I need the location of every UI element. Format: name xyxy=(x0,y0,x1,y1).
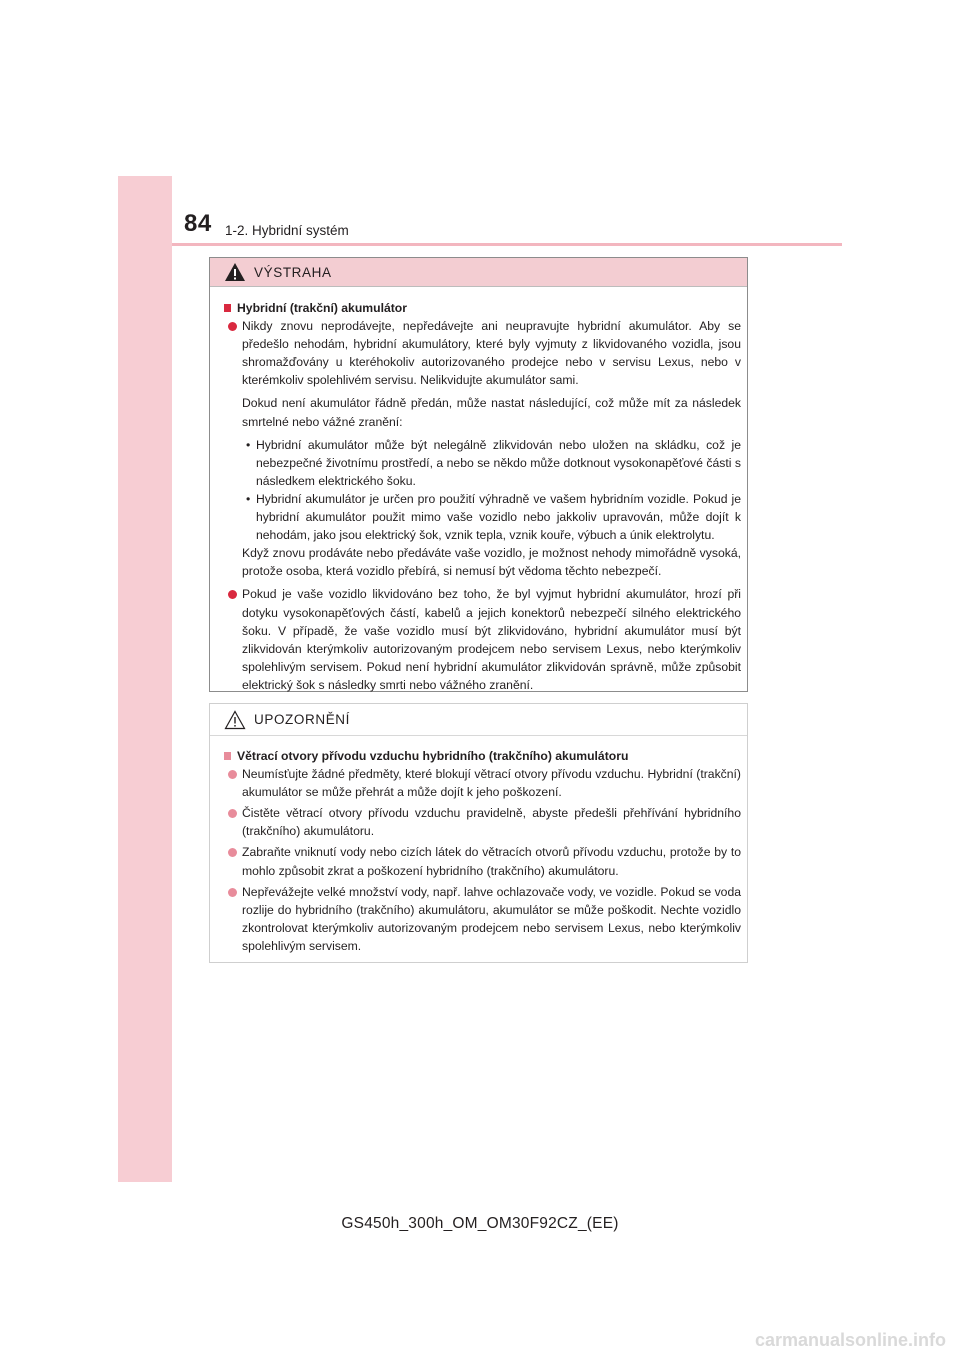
page-number: 84 xyxy=(184,210,212,237)
caution-subsection-heading xyxy=(224,747,741,765)
header-divider xyxy=(172,243,842,246)
square-bullet-icon xyxy=(224,752,231,760)
caution-bullet xyxy=(224,804,741,840)
warning-triangle-icon xyxy=(224,262,246,282)
warning-dash-text: Hybridní akumulátor je určen pro použití výhradně ve vašem hybridním vozidle. Pokud je hybridní akumulátor použit mimo vaše vozidlo nebo jakkoliv upravován, může dojít k nehodám, jako jsou elektrický šok, vznik tepla, vznik kouře, výbuch a únik elektrolytu. xyxy=(256,491,741,543)
caution-bullet xyxy=(224,765,741,801)
document-code: GS450h_300h_OM_OM30F92CZ_(EE) xyxy=(341,1215,619,1232)
round-bullet-icon xyxy=(228,770,237,779)
warning-paragraph: Dokud není akumulátor řádně předán, může nastat následující, což může mít za následek smrtelné nebo vážné zranění: xyxy=(242,396,741,429)
warning-body xyxy=(210,287,747,694)
watermark: carmanualsonline.info xyxy=(754,1330,946,1350)
warning-bullet-text: Pokud je vaše vozidlo likvidováno bez toho, že byl vyjmut hybridní akumulátor, hrozí při dotyku vysokonapěťových částí, kabelů a jejich konektorů nebezpečí silného elektrického šoku. V případě, že vaše vozidlo musí být zlikvidováno, hybridní akumulátor musí být zlikvidován kterýmkoliv autorizovaným prodejcem nebo servisem Lexus, nebo kterýmkoliv spolehlivým servisem. Pokud není hybridní akumulátor zlikvidován správně, může způsobit elektrický šok s následky smrti nebo vážného zranění. xyxy=(242,587,741,692)
round-bullet-icon xyxy=(228,590,237,599)
caution-box xyxy=(209,703,748,963)
side-color-strip xyxy=(118,176,172,1182)
caution-bullet-text: Nepřevážejte velké množství vody, např. lahve ochlazovače vody, ve vozidle. Pokud se voda rozlije do hybridního (trakčního) akumulátoru, akumulátor se může poškodit. Nechte vozidlo zkontrolovat kterýmkoliv autorizovaným prodejcem nebo servisem Lexus, nebo kterýmkoliv spolehlivým servisem. xyxy=(242,884,741,953)
warning-bullet xyxy=(224,585,741,694)
round-bullet-icon xyxy=(228,322,237,331)
warning-subsection-heading xyxy=(224,299,741,317)
warning-paragraph: Když znovu prodáváte nebo předáváte vaše vozidlo, je možnost nehody mimořádně vysoká, protože osoba, která vozidlo přebírá, si nemusí být vědoma těchto nebezpečí. xyxy=(242,546,741,579)
round-bullet-icon xyxy=(228,848,237,857)
section-title: 1-2. Hybridní systém xyxy=(225,223,349,238)
warning-dash-item xyxy=(224,490,741,544)
warning-bullet xyxy=(224,317,741,389)
caution-bullet-text: Čistěte větrací otvory přívodu vzduchu pravidelně, abyste předešli přehřívání hybridního (trakčního) akumulátoru. xyxy=(242,806,741,839)
dash-bullet: • xyxy=(246,437,251,452)
warning-dash-text: Hybridní akumulátor může být nelegálně zlikvidován nebo uložen na skládku, což je nebezpečné životnímu prostředí, a nebo se někdo může dotknout vysokonapěťové části s následkem elektrického šoku. xyxy=(256,437,741,488)
warning-header xyxy=(210,258,747,287)
caution-header xyxy=(210,704,747,736)
caution-triangle-icon xyxy=(224,710,246,730)
square-bullet-icon xyxy=(224,304,231,312)
caution-subsection-text: Větrací otvory přívodu vzduchu hybridního (trakčního) akumulátoru xyxy=(237,749,629,763)
caution-body xyxy=(210,736,747,955)
warning-dash-item xyxy=(224,436,741,490)
warning-box xyxy=(209,257,748,692)
warning-bullet-text: Nikdy znovu neprodávejte, nepředávejte ani neupravujte hybridní akumulátor. Aby se předešlo nehodám, hybridní akumulátory, které byly vyjmuty z likvidovaného vozidla, jsou shromažďovány u kteréhokoliv autorizovaného prodejce nebo v servisu Lexus, nebo v kterémkoliv spolehlivém servisu. Nelikvidujte akumulátor sami. xyxy=(242,319,741,388)
warning-title: VÝSTRAHA xyxy=(254,264,332,280)
dash-bullet: • xyxy=(246,491,251,506)
caution-title: UPOZORNĚNÍ xyxy=(254,712,351,727)
round-bullet-icon xyxy=(228,809,237,818)
caution-bullet-text: Neumísťujte žádné předměty, které blokují větrací otvory přívodu vzduchu. Hybridní (trakční) akumulátor se může přehrát a může dojít k jeho poškození. xyxy=(242,767,741,800)
round-bullet-icon xyxy=(228,888,237,897)
caution-bullet xyxy=(224,883,741,955)
caution-bullet xyxy=(224,843,741,879)
caution-bullet-text: Zabraňte vniknutí vody nebo cizích látek do větracích otvorů přívodu vzduchu, protože by to mohlo způsobit zkrat a poškození hybridního (trakčního) akumulátoru. xyxy=(242,845,741,878)
warning-subsection-text: Hybridní (trakční) akumulátor xyxy=(237,301,407,315)
